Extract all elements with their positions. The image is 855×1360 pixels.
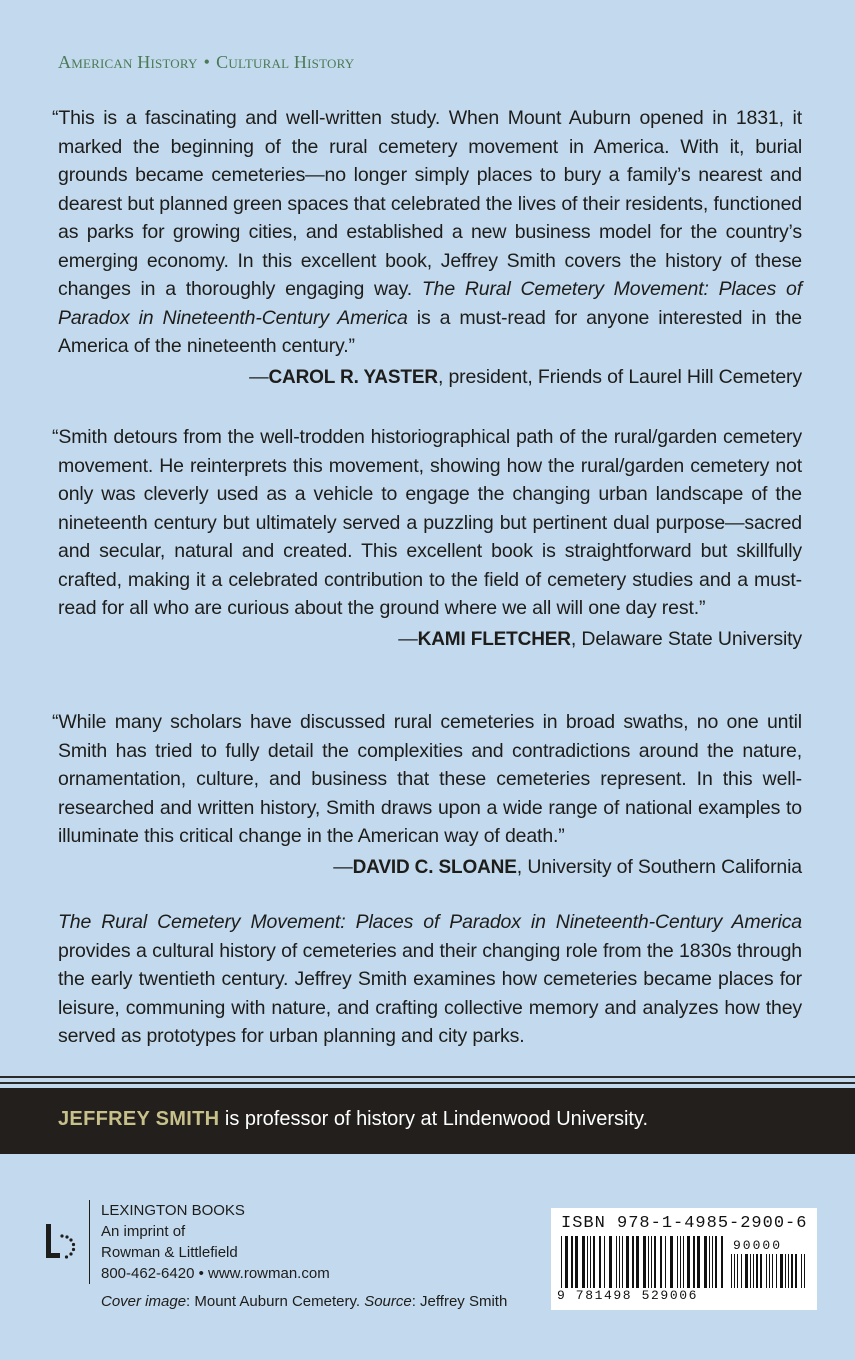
barcode-bar xyxy=(766,1254,767,1288)
isbn-barcode xyxy=(551,1208,817,1310)
barcode-bar xyxy=(697,1236,700,1288)
price-barcode-bars xyxy=(731,1254,807,1288)
blurb-sloane xyxy=(52,708,802,882)
category-cultural-history: Cultural History xyxy=(216,52,355,72)
barcode-bar xyxy=(619,1236,620,1288)
barcode-bar xyxy=(760,1254,762,1288)
blurb-attribution: —KAMI FLETCHER, Delaware State University xyxy=(398,627,802,650)
category-header xyxy=(58,52,354,73)
blurb-fletcher xyxy=(52,423,802,654)
endorser-name: CAROL R. YASTER xyxy=(268,366,438,388)
barcode-bar xyxy=(648,1236,649,1288)
barcode-bar xyxy=(593,1236,595,1288)
barcode-bar xyxy=(587,1236,588,1288)
barcode-bar xyxy=(680,1236,681,1288)
barcode-bar xyxy=(687,1236,690,1288)
barcode-bar xyxy=(776,1254,777,1288)
barcode-bar xyxy=(772,1254,773,1288)
divider-top xyxy=(0,1076,855,1078)
barcode-bar xyxy=(734,1254,735,1288)
barcode-bar xyxy=(721,1236,723,1288)
blurb-quote: “Smith detours from the well-trodden historiographical path of the rural/garden cemetery movement. He reinterprets this movement, showing how the rural/garden cemetery not only was cleverly used as a vehicle to engage the changing urban landscape of the nineteenth century but ultimately served a puzzling but pertinent dual purpose—sacred and secular, natural and created. This excellent book is straightforward but skillfully crafted, making it a celebrated contribution to the field of cemetery studies and a must-read for all who are curious about the ground where we all will one day rest.” xyxy=(52,426,802,619)
ean-barcode-bars xyxy=(561,1236,725,1288)
barcode-bar xyxy=(665,1236,666,1288)
endorser-name: KAMI FLETCHER xyxy=(417,628,571,650)
barcode-bar xyxy=(737,1254,738,1288)
barcode-bar xyxy=(599,1236,601,1288)
author-bio-band xyxy=(0,1088,855,1154)
barcode-bar xyxy=(731,1254,732,1288)
barcode-bar xyxy=(801,1254,802,1288)
barcode-bar xyxy=(670,1236,673,1288)
barcode-bar xyxy=(575,1236,578,1288)
barcode-bar xyxy=(750,1254,751,1288)
description-text: provides a cultural history of cemeteries and their changing role from the 1830s through the early twentieth century. Jeffrey Smith examines how cemeteries became places for leisure, communing with nature, and crafting collective memory and analyzes how they served as prototypes for urban planning and city parks. xyxy=(58,939,802,1047)
barcode-bar xyxy=(795,1254,797,1288)
barcode-bar xyxy=(616,1236,617,1288)
blurb-attribution: —CAROL R. YASTER, president, Friends of Laurel Hill Cemetery xyxy=(249,365,802,388)
barcode-bar xyxy=(626,1236,629,1288)
barcode-bar xyxy=(632,1236,634,1288)
barcode-bar xyxy=(780,1254,783,1288)
publisher-info xyxy=(101,1200,330,1284)
book-description xyxy=(58,908,802,1051)
blurb-quote: “This is a fascinating and well-written study. When Mount Auburn opened in 1831, it marked the beginning of the rural cemetery movement in America. With it, burial grounds became cemeteries—no longer simply places to bury a family’s nearest and dearest but planned green spaces that celebrated the lives of their residents, functioned as parks for growing cities, and established a new business model for the country’s emerging economy. In this excellent book, Jeffrey Smith covers the history of these changes in a thoroughly engaging way. The Rural Cemetery Movement: Places of Paradox in Nineteenth-Century America is a must-read for anyone interested in the America of the nineteenth century.” xyxy=(52,107,802,357)
publisher-name: LEXINGTON BOOKS xyxy=(101,1202,245,1219)
barcode-bar xyxy=(709,1236,710,1288)
barcode-bar xyxy=(769,1254,770,1288)
publisher-contact: 800-462-6420 • www.rowman.com xyxy=(101,1265,330,1282)
barcode-bar xyxy=(712,1236,713,1288)
barcode-bar xyxy=(741,1254,742,1288)
endorser-affiliation: , president, Friends of Laurel Hill Cemetery xyxy=(437,365,802,388)
author-name: JEFFREY SMITH xyxy=(58,1108,220,1130)
barcode-bar xyxy=(609,1236,612,1288)
endorser-affiliation: , University of Southern California xyxy=(516,855,802,878)
lexington-books-logo-icon xyxy=(44,1222,78,1262)
endorser-affiliation: , Delaware State University xyxy=(570,627,802,650)
blurb-quote: “While many scholars have discussed rural cemeteries in broad swaths, no one until Smith has tried to fully detail the complexities and contradictions around the nature, ornamentation, culture, and business that these cemeteries represent. In this well-researched and written history, Smith draws upon a wide range of national examples to illuminate this critical change in the American way of death.” xyxy=(52,711,802,847)
isbn-number: ISBN 978-1-4985-2900-6 xyxy=(561,1214,808,1233)
barcode-bar xyxy=(785,1254,786,1288)
barcode-bar xyxy=(660,1236,662,1288)
barcode-bar xyxy=(622,1236,623,1288)
barcode-bar xyxy=(788,1254,789,1288)
cover-image-credit: Cover image: Mount Auburn Cemetery. Source: Jeffrey Smith xyxy=(101,1293,508,1310)
barcode-bar xyxy=(677,1236,678,1288)
blurb-yaster xyxy=(52,104,802,392)
author-bio xyxy=(58,1108,648,1131)
barcode-bar xyxy=(693,1236,695,1288)
endorser-name: DAVID C. SLOANE xyxy=(352,856,517,878)
barcode-bar xyxy=(604,1236,605,1288)
barcode-bar xyxy=(756,1254,758,1288)
publisher-parent: Rowman & Littlefield xyxy=(101,1244,238,1261)
price-code: 90000 xyxy=(733,1238,783,1253)
ean-digits: 9 781498 529006 xyxy=(557,1288,699,1303)
barcode-bar xyxy=(715,1236,717,1288)
barcode-bar xyxy=(704,1236,707,1288)
barcode-bar xyxy=(561,1236,562,1288)
divider-bottom xyxy=(0,1082,855,1084)
barcode-bar xyxy=(643,1236,646,1288)
blurb-attribution: —DAVID C. SLOANE, University of Southern California xyxy=(333,855,802,878)
category-american-history: American History xyxy=(58,52,198,72)
quoted-book-title: The Rural Cemetery Movement: Places of Paradox in Nineteenth-Century America xyxy=(58,278,802,329)
author-bio-text: is professor of history at Lindenwood University. xyxy=(219,1108,649,1130)
barcode-bar xyxy=(636,1236,639,1288)
barcode-bar xyxy=(590,1236,591,1288)
barcode-bar xyxy=(571,1236,573,1288)
category-separator: • xyxy=(203,52,211,72)
barcode-bar xyxy=(565,1236,568,1288)
publisher-imprint-line: An imprint of xyxy=(101,1223,186,1240)
barcode-bar xyxy=(753,1254,754,1288)
barcode-bar xyxy=(745,1254,748,1288)
barcode-bar xyxy=(804,1254,805,1288)
barcode-bar xyxy=(791,1254,793,1288)
publisher-divider xyxy=(89,1200,90,1284)
barcode-bar xyxy=(651,1236,652,1288)
barcode-bar xyxy=(683,1236,684,1288)
barcode-bar xyxy=(654,1236,656,1288)
book-title: The Rural Cemetery Movement: Places of Paradox in Nineteenth-Century America xyxy=(58,911,802,933)
barcode-bar xyxy=(582,1236,585,1288)
